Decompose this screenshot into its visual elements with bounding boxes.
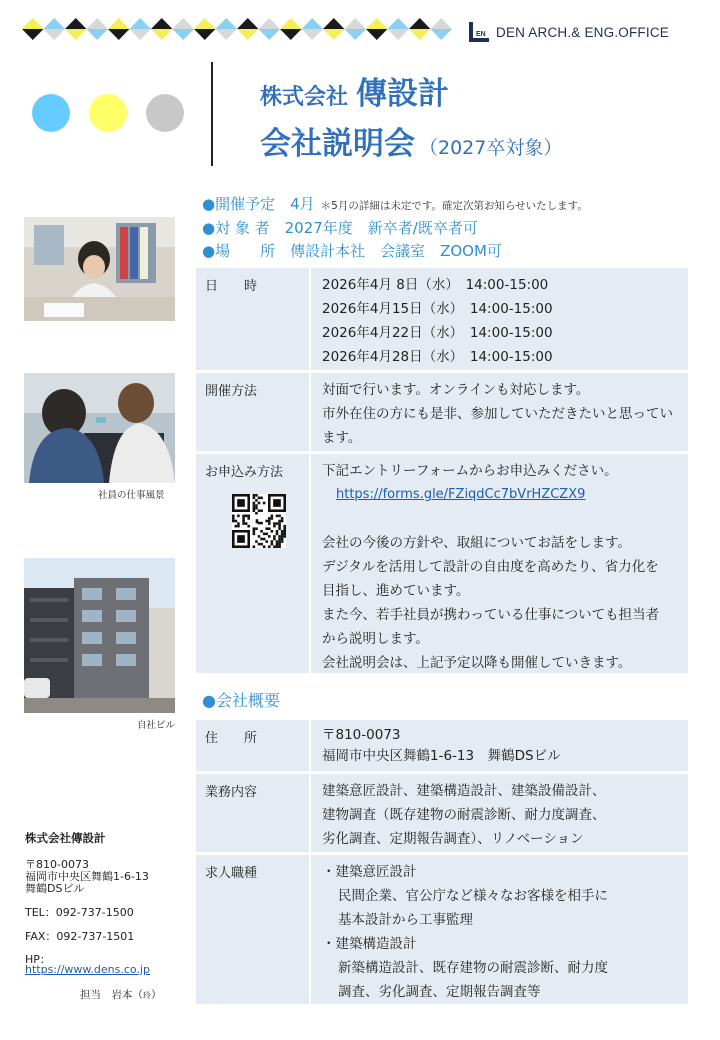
logo-text: DEN ARCH.& ENG.OFFICE — [496, 24, 669, 40]
overview-heading: ●会社概要 — [202, 691, 280, 710]
company-contact — [80, 987, 162, 1002]
pattern-triangle — [323, 29, 345, 40]
pattern-triangle — [345, 29, 367, 40]
address-label: 住 所 — [196, 720, 311, 771]
pattern-triangle — [130, 29, 152, 40]
apply-body-line: 会社の今後の方針や、取組についてお話をします。 — [322, 535, 631, 551]
method-line: 市外在住の方にも是非、参加していただきたいと思ってい — [322, 406, 673, 422]
company-building: 舞鶴DSビル — [25, 882, 85, 895]
jobs-values — [311, 855, 688, 1004]
business-line: 劣化調査、定期報告調査）、リノベーション — [322, 831, 584, 847]
contact-text: 担当 岩本（ — [80, 989, 143, 1001]
contact-end: ） — [151, 989, 162, 1001]
info-target: ●対 象 者 2027年度 新卒者/既卒者可 — [202, 219, 478, 237]
pattern-triangle — [151, 18, 173, 29]
method-values — [311, 373, 688, 451]
business-values — [311, 774, 688, 852]
jobs-line: 民間企業、官公庁など様々なお客様を相手に — [338, 888, 608, 904]
business-label: 業務内容 — [196, 774, 311, 852]
datetime-4: 2026年4月28日（水） 14:00-15:00 — [322, 349, 553, 365]
apply-intro: 下記エントリーフォームからお申込みください。 — [322, 463, 618, 479]
company-hp-link[interactable]: https://www.dens.co.jp — [25, 963, 150, 976]
page-title-event — [260, 118, 562, 163]
datetime-1: 2026年4月 8日（水） 14:00-15:00 — [322, 277, 549, 293]
info-schedule-text: ●開催予定 4月 — [202, 195, 315, 213]
table-row-apply — [196, 454, 688, 676]
apply-body-line: デジタルを活用して設計の自由度を高めたり、省力化を — [322, 559, 659, 575]
business-line: 建物調査（既存建物の耐震診断、耐力度調査、 — [322, 807, 606, 823]
header-triangle-pattern — [22, 18, 452, 40]
pattern-triangle — [87, 29, 109, 40]
pattern-triangle — [409, 29, 431, 40]
jobs-line: ・建築意匠設計 — [322, 864, 417, 880]
yellow-dot — [89, 94, 127, 132]
company-building-photo — [24, 558, 175, 713]
pattern-triangle — [216, 29, 238, 40]
apply-label: お申込み方法 — [205, 465, 284, 480]
jobs-line: 基本設計から工事監理 — [338, 912, 473, 928]
pattern-triangle — [388, 18, 410, 29]
address-values — [311, 720, 688, 771]
pattern-triangle — [302, 18, 324, 29]
jobs-line: 新築構造設計、既存建物の耐震診断、耐力度 — [338, 960, 608, 976]
pattern-triangle — [366, 29, 388, 40]
event-table — [196, 268, 688, 676]
pattern-triangle — [22, 29, 44, 40]
gray-dot — [146, 94, 184, 132]
table-row-address — [196, 720, 688, 774]
pattern-triangle — [431, 18, 453, 29]
company-logo — [468, 20, 669, 44]
title-target: （2027卒対象） — [419, 137, 563, 159]
title-company-prefix: 株式会社 — [260, 85, 349, 110]
pattern-triangle — [388, 29, 410, 40]
pattern-triangle — [65, 18, 87, 29]
page-title-company — [260, 68, 449, 113]
info-schedule — [202, 193, 588, 214]
title-event: 会社説明会 — [260, 126, 415, 162]
pattern-triangle — [323, 18, 345, 29]
company-name: 株式会社傳設計 — [25, 831, 106, 845]
contact-seal: 玲 — [143, 991, 151, 1000]
address-line: 福岡市中央区舞鶴1-6-13 舞鶴DSビル — [322, 748, 561, 764]
method-line: 対面で行います。オンラインも対応します。 — [322, 382, 590, 398]
apply-values — [311, 454, 688, 673]
apply-body-line: また今、若手社員が携わっている仕事についても担当者 — [322, 607, 660, 623]
company-postal: 〒810-0073 — [25, 858, 89, 871]
overview-table — [196, 720, 688, 1007]
pattern-triangle — [302, 29, 324, 40]
pattern-triangle — [108, 18, 130, 29]
pattern-triangle — [87, 18, 109, 29]
pattern-triangle — [345, 18, 367, 29]
company-address: 福岡市中央区舞鶴1-6-13 — [25, 870, 149, 883]
pattern-triangle — [259, 18, 281, 29]
info-schedule-note: ＊5月の詳細は未定です。確定次第お知らせいたします。 — [320, 200, 588, 212]
title-company-name: 傳設計 — [356, 76, 450, 112]
svg-text:EN: EN — [476, 31, 486, 38]
blue-dot — [32, 94, 70, 132]
address-line: 〒810-0073 — [322, 727, 401, 743]
pattern-triangle — [409, 18, 431, 29]
company-fax: FAX：092-737-1501 — [25, 930, 135, 943]
apply-body-line: 会社説明会は、上記予定以降も開催していきます。 — [322, 655, 632, 671]
staff-work-photo — [24, 373, 175, 483]
den-logo-icon — [468, 21, 490, 43]
table-row-method — [196, 373, 688, 454]
title-divider — [211, 62, 213, 166]
table-row-jobs — [196, 855, 688, 1007]
pattern-triangle — [237, 18, 259, 29]
datetime-3: 2026年4月22日（水） 14:00-15:00 — [322, 325, 553, 341]
pattern-triangle — [151, 29, 173, 40]
jobs-line: 調査、劣化調査、定期報告調査等 — [338, 984, 541, 1000]
company-hp-label: HP： — [25, 953, 51, 966]
office-photo — [24, 217, 175, 321]
method-line: ます。 — [322, 430, 362, 446]
pattern-triangle — [431, 29, 453, 40]
pattern-triangle — [194, 18, 216, 29]
pattern-triangle — [44, 18, 66, 29]
method-label: 開催方法 — [196, 373, 311, 451]
table-row-business — [196, 774, 688, 855]
datetime-values — [311, 268, 688, 370]
pattern-triangle — [216, 18, 238, 29]
pattern-triangle — [194, 29, 216, 40]
pattern-triangle — [237, 29, 259, 40]
company-hp-link-wrap — [25, 963, 150, 976]
caption-work-photo: 社員の仕事風景 — [98, 490, 165, 501]
pattern-triangle — [173, 18, 195, 29]
company-tel: TEL：092-737-1500 — [25, 906, 134, 919]
entry-form-link[interactable]: https://forms.gle/FZiqdCc7bVrHZCZX9 — [336, 487, 586, 502]
caption-building-photo: 自社ビル — [137, 720, 176, 731]
pattern-triangle — [366, 18, 388, 29]
apply-body-line: から説明します。 — [322, 631, 429, 647]
jobs-label: 求人職種 — [196, 855, 311, 1004]
pattern-triangle — [22, 18, 44, 29]
apply-label-cell — [196, 454, 311, 673]
pattern-triangle — [259, 29, 281, 40]
pattern-triangle — [130, 18, 152, 29]
pattern-triangle — [44, 29, 66, 40]
pattern-triangle — [280, 29, 302, 40]
business-line: 建築意匠設計、建築構造設計、建築設備設計、 — [322, 783, 606, 799]
qr-code-icon[interactable] — [232, 494, 286, 548]
pattern-triangle — [173, 29, 195, 40]
pattern-triangle — [280, 18, 302, 29]
datetime-2: 2026年4月15日（水） 14:00-15:00 — [322, 301, 553, 317]
jobs-line: ・建築構造設計 — [322, 936, 417, 952]
pattern-triangle — [108, 29, 130, 40]
datetime-label: 日 時 — [196, 268, 311, 370]
table-row-datetime — [196, 268, 688, 373]
pattern-triangle — [65, 29, 87, 40]
apply-body-line: 目指し、進めています。 — [322, 583, 470, 599]
info-place: ●場 所 傳設計本社 会議室 ZOOM可 — [202, 242, 502, 260]
